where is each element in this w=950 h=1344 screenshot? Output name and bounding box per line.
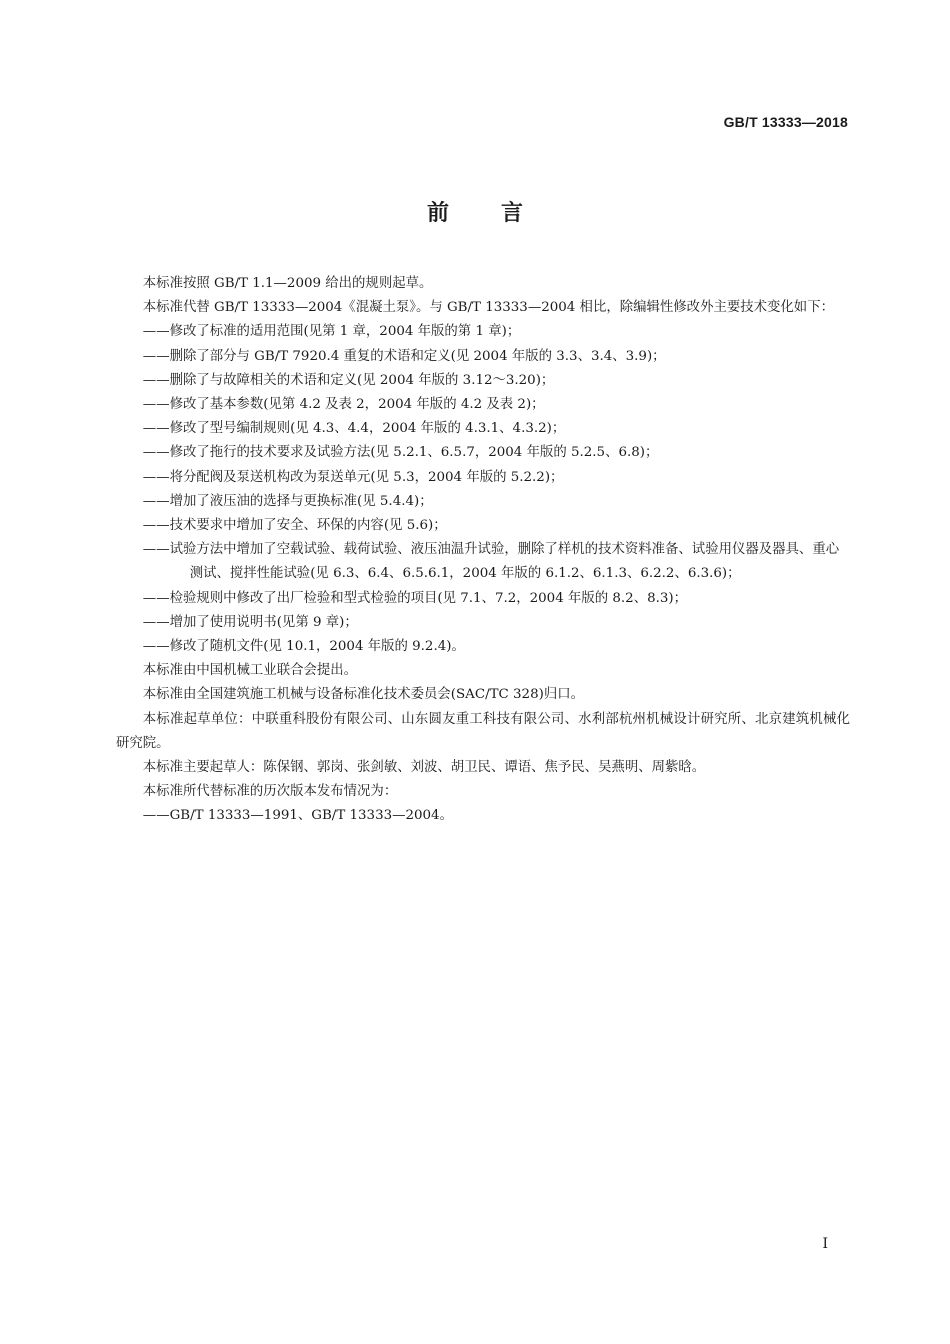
change-item: ——修改了随机文件(见 10.1，2004 年版的 9.2.4)。 xyxy=(142,639,465,655)
change-item: ——试验方法中增加了空载试验、载荷试验、液压油温升试验，删除了样机的技术资料准备、试验用仪器及器具、重心测试、搅拌性能试验(见 6.3、6.4、6.5.6.1，2004 年版的 6.1.2、6.1.3、6.2.2、6.3.6)； xyxy=(142,542,840,582)
history-item: ——GB/T 13333—1991、GB/T 13333—2004。 xyxy=(142,808,453,824)
change-item: ——增加了液压油的选择与更换标准(见 5.4.4)； xyxy=(142,493,433,509)
change-item: ——删除了与故障相关的术语和定义(见 2004 年版的 3.12～3.20)； xyxy=(142,372,555,388)
change-item: ——修改了拖行的技术要求及试验方法(见 5.2.1、6.5.7，2004 年版的 5.2.5、6.8)； xyxy=(142,445,659,461)
change-item: ——检验规则中修改了出厂检验和型式检验的项目(见 7.1、7.2，2004 年版的 8.2、8.3)； xyxy=(142,590,687,606)
change-item: ——修改了基本参数(见第 4.2 及表 2，2004 年版的 4.2 及表 2)； xyxy=(142,397,545,413)
paragraph-administered-by: 本标准由全国建筑施工机械与设备标准化技术委员会(SAC/TC 328)归口。 xyxy=(142,687,584,703)
page-title: 前言 xyxy=(426,201,575,226)
page-number: I xyxy=(822,1236,828,1252)
paragraph-drafting-rules: 本标准按照 GB/T 1.1—2009 给出的规则起草。 xyxy=(142,276,433,291)
standard-number: GB/T 13333—2018 xyxy=(723,114,848,130)
change-item: ——增加了使用说明书(见第 9 章)； xyxy=(142,614,358,630)
change-item: ——技术要求中增加了安全、环保的内容(见 5.6)； xyxy=(142,518,447,534)
paragraph-replaces: 本标准代替 GB/T 13333—2004《混凝土泵》。与 GB/T 13333—2004 相比，除编辑性修改外主要技术变化如下： xyxy=(142,300,834,316)
paragraph-proposed-by: 本标准由中国机械工业联合会提出。 xyxy=(142,663,358,679)
paragraph-drafting-units: 本标准起草单位：中联重科股份有限公司、山东圆友重工科技有限公司、水利部杭州机械设计研究所、北京建筑机械化研究院。 xyxy=(116,711,850,751)
change-item: ——修改了型号编制规则(见 4.3、4.4，2004 年版的 4.3.1、4.3.2)； xyxy=(142,421,566,437)
change-item: ——将分配阀及泵送机构改为泵送单元(见 5.3，2004 年版的 5.2.2)； xyxy=(142,469,564,485)
foreword-body xyxy=(116,272,850,829)
paragraph-drafters: 本标准主要起草人：陈保钢、郭岗、张剑敏、刘波、胡卫民、谭语、焦予民、吴燕明、周紫晗。 xyxy=(142,760,706,776)
change-item: ——修改了标准的适用范围(见第 1 章，2004 年版的第 1 章)； xyxy=(142,324,521,340)
paragraph-history-intro: 本标准所代替标准的历次版本发布情况为： xyxy=(142,784,398,800)
change-item: ——删除了部分与 GB/T 7920.4 重复的术语和定义(见 2004 年版的 3.3、3.4、3.9)； xyxy=(142,348,666,364)
